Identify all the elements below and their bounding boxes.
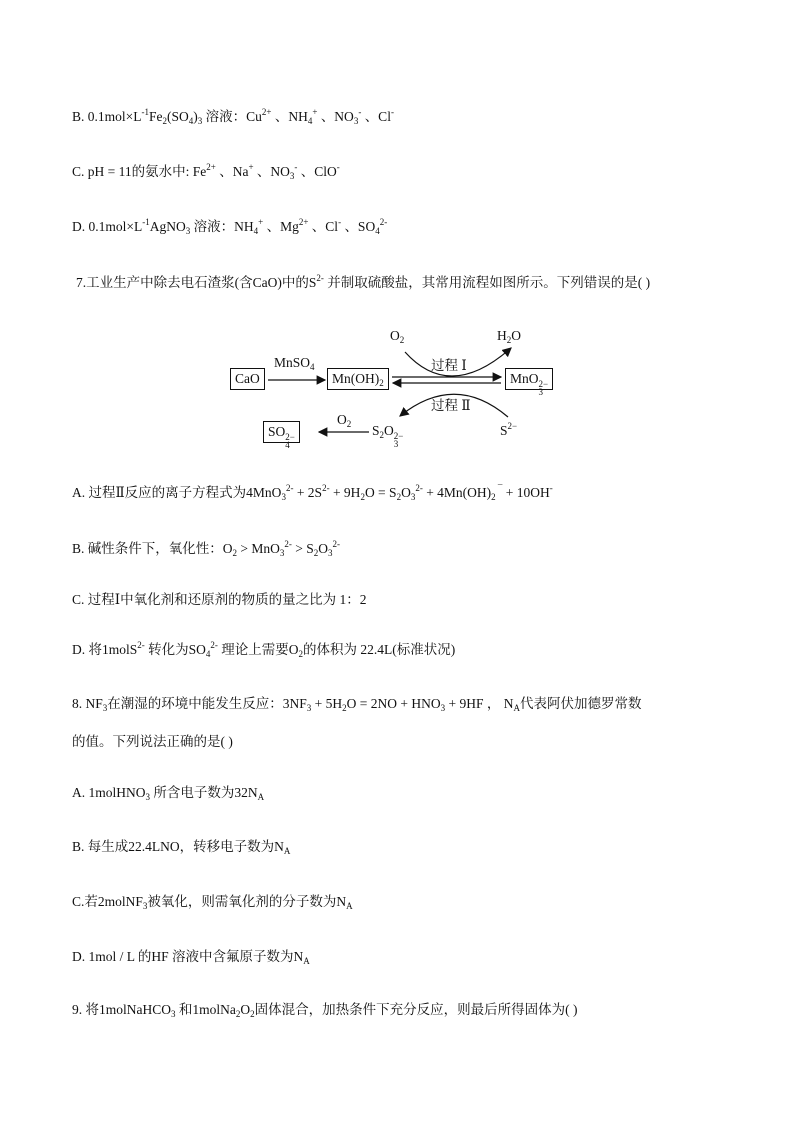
sub-text: 2 [250, 1009, 255, 1019]
sub-text: 2 [232, 548, 238, 558]
q6-option-d [72, 218, 387, 236]
sup-text: - [294, 162, 298, 172]
q7-option-c [72, 591, 366, 609]
text-segment: B. 碱性条件下，氧化性：O [72, 541, 233, 556]
sub-text: 4 [310, 362, 315, 372]
label-o2-top [390, 328, 404, 344]
sup-text: 2- [415, 483, 423, 493]
sup-text: 2- [316, 273, 324, 283]
text-segment: CaO [235, 371, 260, 386]
sup-text: 2+ [206, 162, 216, 172]
sub-text: A [257, 792, 265, 802]
sub-text: 2 [396, 492, 402, 502]
sup-text: 2- [379, 217, 388, 227]
q6-option-b [72, 108, 394, 126]
sup-text: - [336, 162, 340, 172]
q7-option-d [72, 641, 455, 659]
text-segment: O = S [364, 485, 397, 500]
text-segment: 、SO [341, 219, 376, 234]
text-segment: C. 过程Ⅰ中氧化剂和还原剂的物质的量之比为 1：2 [72, 592, 367, 607]
text-segment: 、Na [215, 164, 249, 179]
text-segment: 的体积为 22.4L(标准状况) [303, 642, 456, 657]
text-segment: 理论上需要O [217, 642, 299, 657]
text-segment: S [372, 423, 380, 438]
sup-text: 2+ [298, 217, 309, 227]
sub-text: 3 [440, 703, 446, 713]
q8-option-b [72, 838, 290, 856]
sub-text: 2 [399, 335, 405, 345]
text-segment: 8. NF [72, 696, 103, 711]
sub-text: 3 [171, 1009, 176, 1019]
stackbot-text: 3 [538, 387, 544, 397]
text-segment: AgNO [149, 219, 186, 234]
text-segment: A. 1molHNO [72, 785, 146, 800]
sup-text: + [258, 217, 264, 227]
sup-text: 2- [137, 640, 145, 650]
text-segment: MnO [510, 371, 539, 386]
text-segment: O [401, 485, 411, 500]
text-segment: ) [193, 109, 198, 124]
sub-text: 4 [375, 226, 380, 236]
sub-text: 2 [506, 335, 512, 345]
text-segment: + 2S [293, 485, 323, 500]
text-segment: C. pH = 11的氨水中: Fe [72, 164, 207, 179]
sub-text: 3 [142, 901, 148, 911]
stacktop-text: 2− [538, 379, 549, 389]
text-segment: 、Cl [308, 219, 339, 234]
q7-stem [76, 274, 650, 292]
text-segment: 并制取硫酸盐，其常用流程如图所示。下列错误的是( ) [323, 275, 651, 290]
charge-stack [285, 433, 295, 449]
text-segment: O [390, 328, 400, 343]
sup-text: 2+ [261, 107, 272, 117]
text-segment: 、NO [253, 164, 290, 179]
sup-text: 2- [332, 539, 341, 549]
sub-text: 2 [360, 492, 365, 502]
sup-text: 2− [507, 421, 518, 431]
sup-text: + [312, 107, 318, 117]
q6-option-c [72, 163, 340, 181]
text-segment: + 10OH [502, 485, 550, 500]
sub-text: 2 [379, 430, 385, 440]
box-mnoh2 [327, 368, 389, 390]
label-h2o [497, 328, 521, 344]
sub-text: 3 [353, 116, 359, 126]
text-segment: 、NO [317, 109, 354, 124]
text-segment: 、Mg [263, 219, 299, 234]
sub-text: 2 [342, 703, 347, 713]
text-segment: B. 每生成22.4LNO，转移电子数为N [72, 839, 284, 854]
text-segment: > S [291, 541, 314, 556]
sub-text: 3 [102, 703, 108, 713]
sub-text: 3 [197, 116, 203, 126]
text-segment: D. 0.1mol×L [72, 219, 143, 234]
text-segment: 所含电子数为32N [150, 785, 258, 800]
q8-stem [72, 695, 642, 713]
text-segment: O [240, 1002, 251, 1017]
sub-text: 3 [279, 548, 285, 558]
text-segment: H [497, 328, 507, 343]
q8-option-a [72, 784, 264, 802]
box-cao [230, 368, 265, 390]
text-segment: 溶液：NH [190, 219, 254, 234]
sub-text: A [303, 956, 310, 966]
label-mnso4 [274, 355, 315, 371]
sub-text: 2 [491, 492, 496, 502]
text-segment: + 4Mn(OH) [422, 485, 492, 500]
charge-stack [394, 432, 404, 448]
text-segment: 在潮湿的环境中能发生反应：3NF [107, 696, 307, 711]
text-segment: + 5H [311, 696, 343, 711]
sub-text: 3 [328, 548, 333, 558]
text-segment: Mn(OH) [332, 371, 380, 386]
text-segment: Fe [149, 109, 163, 124]
text-segment: MnSO [274, 355, 311, 370]
sub-text: 2 [313, 548, 319, 558]
text-segment: B. 0.1mol×L [72, 109, 142, 124]
sub-text: 3 [289, 171, 295, 181]
text-segment: + 9H [329, 485, 361, 500]
text-segment: O = 2NO + HNO [346, 696, 441, 711]
sup-text: - [358, 107, 362, 117]
sub-text: 4 [205, 649, 211, 659]
sub-text: 4 [253, 226, 259, 236]
text-segment: 、ClO [297, 164, 337, 179]
text-segment: 、NH [271, 109, 308, 124]
text-segment: O [318, 541, 329, 556]
stacktop-text: 2− [285, 432, 295, 442]
sup-text: - [549, 483, 553, 493]
text-segment: 转化为SO [144, 642, 206, 657]
sup-text: 2- [322, 483, 330, 493]
text-segment: 被氧化，则需氧化剂的分子数为N [147, 894, 347, 909]
sub-text: A [283, 846, 291, 856]
sub-text: 4 [307, 116, 313, 126]
text-segment: O [337, 412, 347, 427]
sup-text: 2- [210, 640, 218, 650]
text-segment: 过程 Ⅱ [431, 398, 471, 413]
stacktop-text: 2− [393, 431, 404, 441]
text-segment: 的值。下列说法正确的是( ) [72, 734, 233, 749]
sub-text: 3 [306, 703, 312, 713]
sub-text: 3 [410, 492, 416, 502]
q7-option-b [72, 540, 340, 558]
charge-stack [539, 380, 549, 396]
text-segment: 代表阿伏加德罗常数 [520, 696, 642, 711]
text-segment: C.若2molNF [72, 894, 143, 909]
sub-text: 2 [162, 116, 167, 126]
q9-stem [72, 1001, 578, 1019]
sup-text: - [338, 217, 342, 227]
sup-text: 2- [284, 539, 292, 549]
text-segment: O [511, 328, 521, 343]
sub-text: A [346, 901, 353, 911]
text-segment: 9. 将1molNaHCO [72, 1002, 171, 1017]
text-segment: D. 1mol / L 的HF 溶液中含氟原子数为N [72, 949, 304, 964]
text-segment: D. 将1molS [72, 642, 138, 657]
text-segment: S [500, 423, 508, 438]
sub-text: 2 [235, 1009, 241, 1019]
text-segment: + 9HF ， N [445, 696, 514, 711]
sup-text: ¯ [495, 483, 503, 493]
text-segment: 7.工业生产中除去电石渣浆(含CaO)中的S [76, 275, 317, 290]
text-segment: (SO [167, 109, 189, 124]
q7-option-a [72, 484, 553, 502]
sup-text: -1 [141, 107, 149, 117]
q8-option-c [72, 893, 353, 911]
sup-text: - [390, 107, 394, 117]
box-so4 [263, 421, 300, 450]
sub-text: 2 [298, 649, 304, 659]
sub-text: 2 [379, 378, 384, 388]
text-segment: SO [268, 424, 286, 439]
q8-stem-cont [72, 733, 233, 751]
stackbot-text: 3 [393, 439, 399, 449]
q8-option-d [72, 948, 310, 966]
label-process-2 [431, 394, 471, 414]
text-segment: 固体混合，加热条件下充分反应，则最后所得固体为( ) [254, 1002, 578, 1017]
box-mno3 [505, 368, 553, 397]
sub-text: 3 [281, 492, 286, 502]
text-segment: 过程 Ⅰ [431, 358, 467, 373]
text-segment: O [384, 423, 394, 438]
sup-text: 2- [285, 483, 294, 493]
sub-text: A [513, 703, 521, 713]
process-flow-diagram [225, 322, 585, 450]
label-o2-bottom [337, 412, 351, 428]
text-segment: 、Cl [361, 109, 391, 124]
text-segment: > MnO [237, 541, 280, 556]
label-s2 [500, 423, 517, 439]
text-segment: 溶液：Cu [202, 109, 262, 124]
sup-text: -1 [142, 217, 150, 227]
label-s2o3 [372, 423, 403, 448]
label-process-1 [431, 354, 467, 374]
sub-text: 3 [145, 792, 150, 802]
sub-text: 4 [188, 116, 194, 126]
text-segment: A. 过程Ⅱ反应的离子方程式为4MnO [72, 485, 282, 500]
sub-text: 2 [346, 419, 352, 429]
sub-text: 3 [185, 226, 191, 236]
text-segment: 和1molNa [175, 1002, 236, 1017]
sup-text: + [248, 162, 254, 172]
stackbot-text: 4 [285, 440, 290, 450]
